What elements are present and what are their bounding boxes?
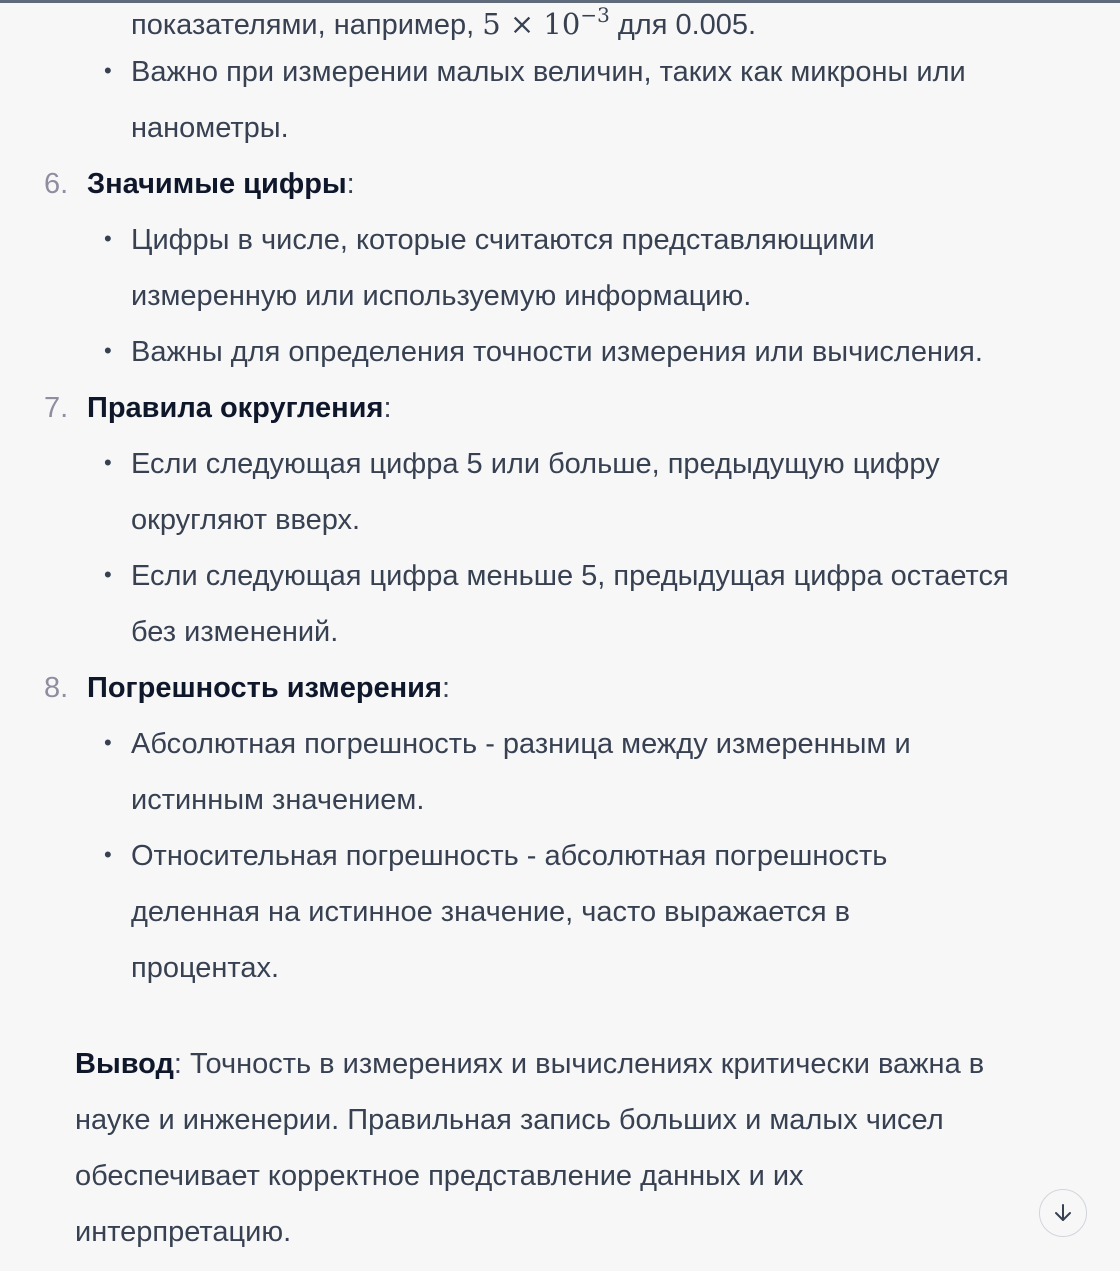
- conclusion-paragraph: [75, 1046, 984, 1082]
- list-item-text: Важно при измерении малых величин, таких как микроны или: [131, 56, 966, 88]
- conclusion-text: интерпретацию.: [75, 1216, 292, 1248]
- section-title: Правила округления: [87, 392, 384, 424]
- list-item-text: Если следующая цифра 5 или больше, предыдущую цифру: [131, 448, 940, 480]
- section-title: Погрешность измерения: [87, 672, 442, 704]
- list-item-text: истинным значением.: [131, 784, 425, 816]
- bullet-dot: •: [104, 338, 112, 363]
- list-item-text: Абсолютная погрешность - разница между измеренным и: [131, 728, 911, 760]
- list-item-text: Если следующая цифра меньше 5, предыдущая цифра остается: [131, 560, 1009, 592]
- heading-colon: :: [441, 672, 450, 704]
- arrow-down-icon: [1051, 1201, 1075, 1225]
- conclusion-label: Вывод: [75, 1048, 174, 1080]
- math-expression: [482, 3, 610, 41]
- math-base: 5 × 10: [482, 7, 581, 41]
- list-number: 8.: [44, 672, 69, 704]
- section-heading: [87, 390, 392, 426]
- bullet-dot: •: [104, 450, 112, 475]
- list-item-text: без изменений.: [131, 616, 339, 648]
- section-title: Значимые цифры: [87, 168, 347, 200]
- bullet-dot: •: [104, 58, 112, 83]
- example-text-before: показателями, например,: [131, 9, 475, 41]
- scientific-notation-example: [131, 0, 756, 43]
- bullet-dot: •: [104, 562, 112, 587]
- bullet-dot: •: [104, 730, 112, 755]
- conclusion-text: Точность в измерениях и вычислениях критически важна в: [190, 1048, 985, 1080]
- section-heading: [87, 670, 450, 706]
- conclusion-colon: :: [173, 1048, 182, 1080]
- list-number: 6.: [44, 168, 69, 200]
- bullet-dot: •: [104, 842, 112, 867]
- conclusion-text: обеспечивает корректное представление данных и их: [75, 1160, 804, 1192]
- conclusion-text: науке и инженерии. Правильная запись больших и малых чисел: [75, 1104, 944, 1136]
- list-item-text: нанометры.: [131, 112, 289, 144]
- list-item-text: деленная на истинное значение, часто выражается в: [131, 896, 850, 928]
- scroll-to-bottom-button[interactable]: [1039, 1189, 1087, 1237]
- math-exponent: −3: [580, 3, 610, 27]
- list-item-text: измеренную или используемую информацию.: [131, 280, 752, 312]
- list-item-text: Важны для определения точности измерения или вычисления.: [131, 336, 983, 368]
- heading-colon: :: [383, 392, 392, 424]
- list-item-text: Цифры в числе, которые считаются представляющими: [131, 224, 875, 256]
- example-text-after: для 0.005.: [617, 9, 757, 41]
- list-number: 7.: [44, 392, 69, 424]
- list-item-text: Относительная погрешность - абсолютная погрешность: [131, 840, 888, 872]
- heading-colon: :: [346, 168, 355, 200]
- list-item-text: процентах.: [131, 952, 280, 984]
- section-heading: [87, 166, 355, 202]
- bullet-dot: •: [104, 226, 112, 251]
- list-item-text: округляют вверх.: [131, 504, 361, 536]
